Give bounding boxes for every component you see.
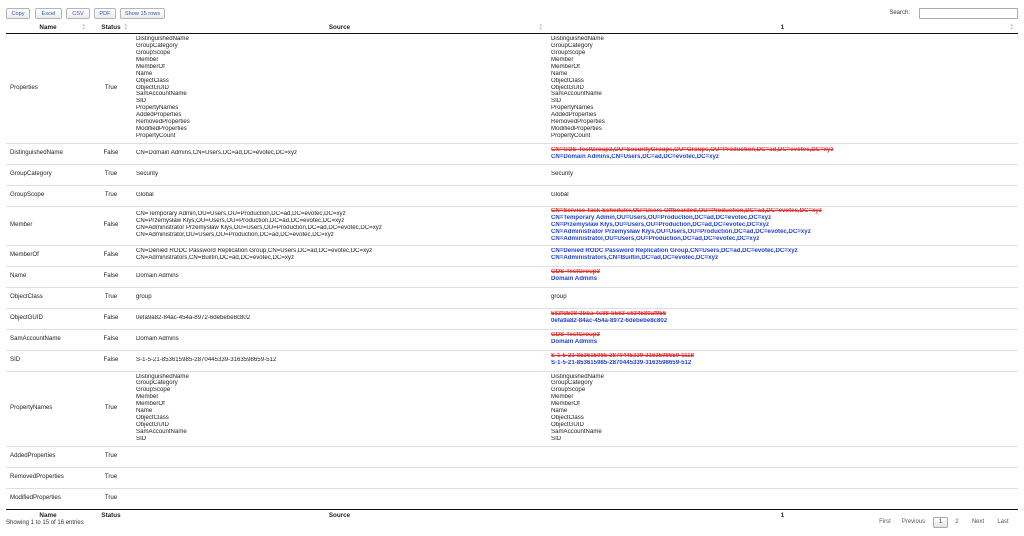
- source-line: PropertyCount: [136, 132, 176, 139]
- footer-header-status: Status: [90, 509, 132, 522]
- search-input[interactable]: [919, 8, 1018, 19]
- row-name-cell: ModifiedProperties: [6, 488, 90, 509]
- row-source-cell: [132, 34, 547, 144]
- row-target-cell: [547, 467, 1018, 488]
- target-line: DistinguishedName: [551, 36, 604, 43]
- source-line: GroupScope: [136, 50, 171, 57]
- removed-value-line: GDS-TestGroup3: [551, 269, 600, 276]
- target-line: MemberOf: [551, 401, 580, 408]
- source-line: group: [136, 293, 152, 300]
- row-target-cell: [547, 207, 1018, 246]
- removed-value-line: CN=GDS-TestGroup3,OU=SecurityGroups,OU=Groups,OU=Production,DC=ad,DC=evotec,DC=xyz: [551, 146, 834, 153]
- table-row: [6, 467, 1018, 488]
- row-status-cell: False: [90, 329, 132, 350]
- source-line: CN=Domain Admins,CN=Users,DC=ad,DC=evotec,DC=xyz: [136, 150, 298, 157]
- row-source-cell: [132, 446, 547, 467]
- column-header-1[interactable]: 1 ▲ ▼: [547, 21, 1018, 34]
- row-name-cell: Member: [6, 207, 90, 246]
- row-name-cell: MemberOf: [6, 245, 90, 266]
- table-row: [6, 207, 1018, 246]
- target-line: AddedProperties: [551, 112, 597, 119]
- row-name-cell: PropertyNames: [6, 371, 90, 446]
- sort-icon: ▲ ▼: [538, 22, 543, 31]
- row-source-cell: [132, 467, 547, 488]
- target-line: SamAccountName: [551, 428, 602, 435]
- row-name-cell: SID: [6, 350, 90, 371]
- target-line: group: [551, 293, 567, 300]
- row-name-cell: ObjectClass: [6, 287, 90, 308]
- added-value-line: Domain Admins: [551, 339, 598, 346]
- row-name-cell: GroupCategory: [6, 165, 90, 186]
- source-line: CN=Temporary Admin,OU=Users,OU=Production,DC=ad,DC=evotec,DC=xyz: [136, 211, 346, 218]
- source-line: CN=Denied RODC Password Replication Group,CN=Users,DC=ad,DC=evotec,DC=xyz: [136, 248, 373, 255]
- row-status-cell: False: [90, 308, 132, 329]
- target-line: Name: [551, 408, 568, 415]
- target-line: Member: [551, 394, 574, 401]
- row-status-cell: True: [90, 467, 132, 488]
- source-line: GroupCategory: [136, 380, 178, 387]
- page-2-button[interactable]: 2: [955, 519, 959, 525]
- table-row: [6, 186, 1018, 207]
- removed-value-line: 583fd508-3bba-4c88-b563-c634580af956: [551, 311, 667, 318]
- sort-icon: ▲ ▼: [123, 22, 128, 31]
- added-value-line: CN=Temporary Admin,OU=Users,OU=Production,DC=ad,DC=evotec,DC=xyz: [551, 214, 772, 221]
- row-status-cell: True: [90, 186, 132, 207]
- column-header-source[interactable]: Source ▲ ▼: [132, 21, 547, 34]
- row-status-cell: True: [90, 446, 132, 467]
- removed-value-line: GDS-TestGroup3: [551, 332, 600, 339]
- first-page-button[interactable]: First: [879, 519, 891, 525]
- source-line: PropertyNames: [136, 105, 179, 112]
- row-name-cell: DistinguishedName: [6, 144, 90, 165]
- source-line: ObjectClass: [136, 414, 169, 421]
- row-source-cell: [132, 144, 547, 165]
- added-value-line: CN=Administrators,CN=Builtin,DC=ad,DC=evotec,DC=xyz: [551, 255, 719, 262]
- excel-button[interactable]: Excel: [35, 8, 62, 19]
- target-line: GroupCategory: [551, 380, 593, 387]
- target-line: SamAccountName: [551, 91, 602, 98]
- next-page-button[interactable]: Next: [971, 519, 985, 525]
- page-1-button[interactable]: 1: [933, 517, 948, 528]
- row-status-cell: False: [90, 245, 132, 266]
- row-name-cell: SamAccountName: [6, 329, 90, 350]
- added-value-line: CN=Administrator,OU=Users,OU=Production,DC=ad,DC=evotec,DC=xyz: [551, 235, 760, 242]
- source-line: Name: [136, 408, 153, 415]
- source-line: GroupCategory: [136, 43, 178, 50]
- column-header-status[interactable]: Status ▲ ▼: [90, 21, 132, 34]
- target-line: MemberOf: [551, 63, 580, 70]
- row-status-cell: False: [90, 266, 132, 287]
- row-source-cell: [132, 329, 547, 350]
- added-value-line: CN=Denied RODC Password Replication Group,CN=Users,DC=ad,DC=evotec,DC=xyz: [551, 248, 798, 255]
- source-line: CN=Administrator Przemysław Kłys,OU=Users,OU=Production,DC=ad,DC=evotec,DC=xyz: [136, 225, 382, 232]
- row-source-cell: [132, 207, 547, 246]
- row-target-cell: [547, 371, 1018, 446]
- table-row: [6, 446, 1018, 467]
- table-row: [6, 350, 1018, 371]
- target-line: Global: [551, 192, 569, 199]
- target-line: PropertyCount: [551, 132, 591, 139]
- target-line: Security: [551, 171, 574, 178]
- pdf-button[interactable]: PDF: [94, 8, 116, 19]
- sort-icon: ▲ ▼: [1009, 22, 1014, 31]
- table-row: [6, 165, 1018, 186]
- row-status-cell: True: [90, 34, 132, 144]
- source-line: CN=Administrator,OU=Users,OU=Production,DC=ad,DC=evotec,DC=xyz: [136, 232, 334, 239]
- row-name-cell: Properties: [6, 34, 90, 144]
- table-body: [6, 34, 1018, 510]
- show-rows-button[interactable]: Show 15 rows: [120, 8, 165, 19]
- source-line: MemberOf: [136, 401, 165, 408]
- row-source-cell: [132, 350, 547, 371]
- row-source-cell: [132, 165, 547, 186]
- target-line: GroupScope: [551, 387, 586, 394]
- target-line: Member: [551, 56, 574, 63]
- target-line: PropertyNames: [551, 105, 594, 112]
- column-header-name[interactable]: Name ▲ ▼: [6, 21, 90, 34]
- copy-button[interactable]: Copy: [6, 8, 30, 19]
- row-target-cell: [547, 186, 1018, 207]
- search-label: Search:: [889, 10, 910, 16]
- source-line: DistinguishedName: [136, 373, 189, 380]
- table-row: [6, 488, 1018, 509]
- source-line: Global: [136, 192, 154, 199]
- table-row: [6, 308, 1018, 329]
- row-target-cell: [547, 34, 1018, 144]
- row-name-cell: GroupScope: [6, 186, 90, 207]
- target-line: ObjectGUID: [551, 84, 584, 91]
- row-source-cell: [132, 371, 547, 446]
- footer-header-name: Name: [6, 509, 90, 522]
- added-value-line: S-1-5-21-853615985-2870445339-3163598659-512: [551, 360, 692, 367]
- row-target-cell: [547, 165, 1018, 186]
- target-line: GroupScope: [551, 50, 586, 57]
- row-status-cell: True: [90, 287, 132, 308]
- row-target-cell: [547, 488, 1018, 509]
- sort-icon: ▲ ▼: [81, 22, 86, 31]
- source-line: Name: [136, 70, 153, 77]
- table-row: [6, 329, 1018, 350]
- header-row: [6, 21, 1018, 34]
- row-status-cell: False: [90, 350, 132, 371]
- row-target-cell: [547, 287, 1018, 308]
- target-line: DistinguishedName: [551, 373, 604, 380]
- row-target-cell: [547, 350, 1018, 371]
- removed-value-line: S-1-5-21-853615985-2870445339-3163598659-1118: [551, 353, 694, 360]
- table-row: [6, 266, 1018, 287]
- source-line: SID: [136, 98, 147, 105]
- source-line: CN=Przemysław Kłys,OU=Users,OU=Production,DC=ad,DC=evotec,DC=xyz: [136, 218, 345, 225]
- source-line: GroupScope: [136, 387, 171, 394]
- target-line: RemovedProperties: [551, 119, 605, 126]
- source-line: AddedProperties: [136, 112, 182, 119]
- row-name-cell: AddedProperties: [6, 446, 90, 467]
- previous-page-button[interactable]: Previous: [901, 519, 926, 525]
- source-line: Domain Admins: [136, 272, 179, 279]
- table-row: [6, 287, 1018, 308]
- source-line: Member: [136, 56, 159, 63]
- row-target-cell: [547, 144, 1018, 165]
- row-target-cell: [547, 245, 1018, 266]
- table-row: [6, 371, 1018, 446]
- row-name-cell: Name: [6, 266, 90, 287]
- target-line: SID: [551, 435, 562, 442]
- row-source-cell: [132, 186, 547, 207]
- source-line: MemberOf: [136, 63, 165, 70]
- source-line: Security: [136, 171, 159, 178]
- row-status-cell: False: [90, 144, 132, 165]
- row-target-cell: [547, 266, 1018, 287]
- source-line: SamAccountName: [136, 428, 187, 435]
- added-value-line: CN=Administrator Przemysław Kłys,OU=Users,OU=Production,DC=ad,DC=evotec,DC=xyz: [551, 228, 811, 235]
- table-info: Showing 1 to 15 of 16 entries: [6, 520, 84, 526]
- row-name-cell: RemovedProperties: [6, 467, 90, 488]
- row-status-cell: True: [90, 165, 132, 186]
- row-source-cell: [132, 266, 547, 287]
- table-row: [6, 34, 1018, 144]
- comparison-table: [6, 21, 1018, 522]
- source-line: RemovedProperties: [136, 119, 190, 126]
- source-line: ObjectGUID: [136, 84, 169, 91]
- target-line: ObjectClass: [551, 77, 584, 84]
- row-name-cell: ObjectGUID: [6, 308, 90, 329]
- source-line: S-1-5-21-853615985-2870445339-3163598659-512: [136, 356, 277, 363]
- pagination: [876, 517, 1018, 529]
- target-line: ObjectClass: [551, 414, 584, 421]
- added-value-line: 0efa9a82-84ac-454a-8972-6debebe8c802: [551, 318, 668, 325]
- row-target-cell: [547, 329, 1018, 350]
- target-line: SID: [551, 98, 562, 105]
- last-page-button[interactable]: Last: [997, 519, 1009, 525]
- row-target-cell: [547, 308, 1018, 329]
- added-value-line: Domain Admins: [551, 276, 598, 283]
- target-line: Name: [551, 70, 568, 77]
- table-row: [6, 144, 1018, 165]
- row-target-cell: [547, 446, 1018, 467]
- source-line: Member: [136, 394, 159, 401]
- source-line: SID: [136, 435, 147, 442]
- toolbar: [6, 8, 1018, 20]
- source-line: Domain Admins: [136, 335, 179, 342]
- row-source-cell: [132, 287, 547, 308]
- row-status-cell: True: [90, 488, 132, 509]
- target-line: ModifiedProperties: [551, 125, 602, 132]
- source-line: DistinguishedName: [136, 36, 189, 43]
- csv-button[interactable]: CSV: [66, 8, 90, 19]
- added-value-line: CN=Przemysław Kłys,OU=Users,OU=Production,DC=ad,DC=evotec,DC=xyz: [551, 221, 770, 228]
- row-source-cell: [132, 308, 547, 329]
- removed-value-line: CN=Service Task Scheduler,OU=Users Offboarded,OU=Production,DC=ad,DC=evotec,DC=xyz: [551, 208, 822, 214]
- footer-row: [6, 509, 1018, 522]
- row-status-cell: True: [90, 371, 132, 446]
- target-line: ObjectGUID: [551, 421, 584, 428]
- target-line: GroupCategory: [551, 43, 593, 50]
- added-value-line: CN=Domain Admins,CN=Users,DC=ad,DC=evotec,DC=xyz: [551, 153, 719, 160]
- row-source-cell: [132, 245, 547, 266]
- table-row: [6, 245, 1018, 266]
- source-line: ModifiedProperties: [136, 125, 187, 132]
- source-line: 0efa9a82-84ac-454a-8972-6debebe8c802: [136, 314, 251, 321]
- source-line: ObjectClass: [136, 77, 169, 84]
- row-status-cell: False: [90, 207, 132, 246]
- footer-header-source: Source: [132, 509, 547, 522]
- footer-header-1: 1: [547, 509, 1018, 522]
- source-line: ObjectGUID: [136, 421, 169, 428]
- row-source-cell: [132, 488, 547, 509]
- source-line: SamAccountName: [136, 91, 187, 98]
- source-line: CN=Administrators,CN=Builtin,DC=ad,DC=evotec,DC=xyz: [136, 255, 294, 262]
